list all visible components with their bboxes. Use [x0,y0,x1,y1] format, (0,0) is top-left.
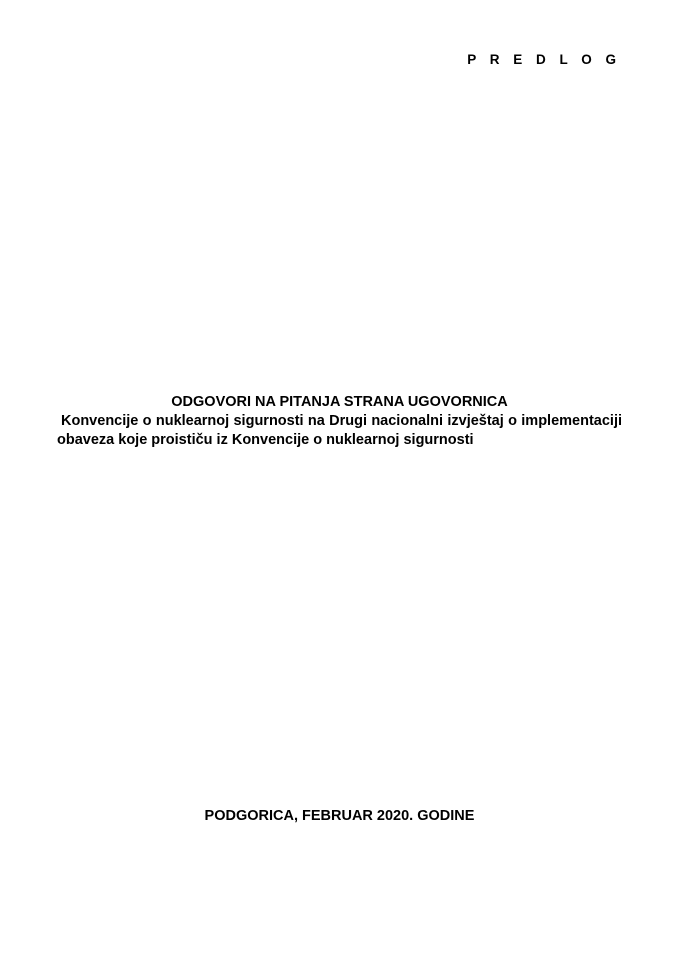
place-and-date: PODGORICA, FEBRUAR 2020. GODINE [204,808,475,824]
document-title-heading: ODGOVORI NA PITANJA STRANA UGOVORNICA [171,394,508,410]
document-title-block [57,393,622,450]
draft-label: P R E D L O G [467,52,621,67]
document-title-body: Konvencije o nuklearnoj sigurnosti na Drugi nacionalni izvještaj o implementaciji obaveza koje proističu iz Konvencije o nuklearnoj sigurnosti [57,413,622,448]
